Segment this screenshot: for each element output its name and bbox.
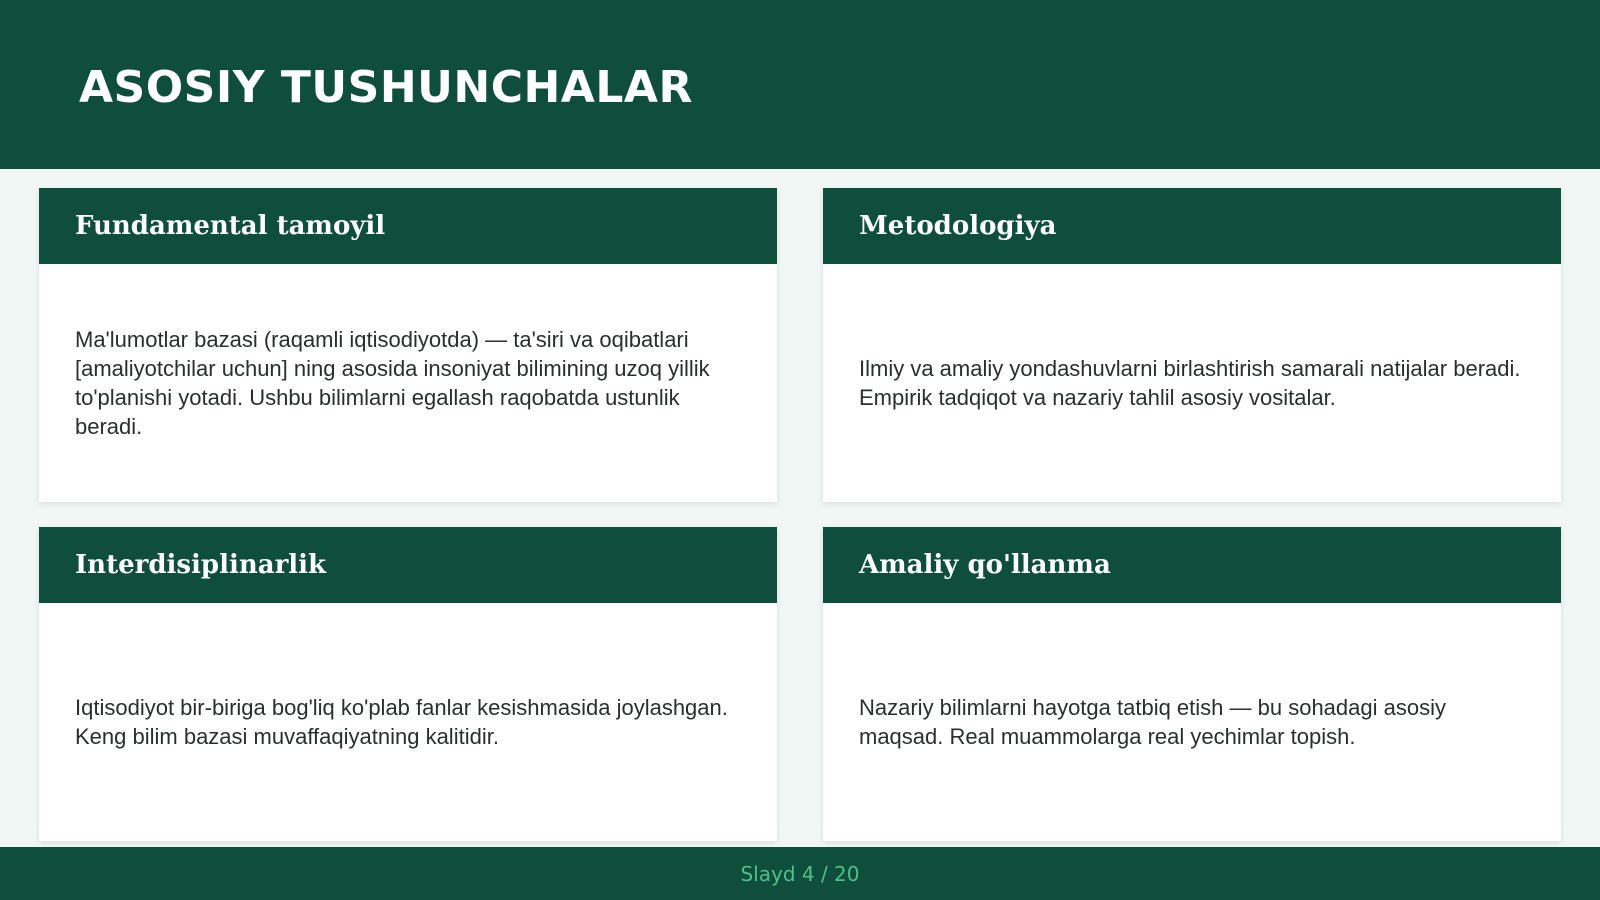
slide-footer — [0, 847, 1600, 900]
card-header — [39, 527, 777, 603]
page-title: ASOSIY TUSHUNCHALAR — [79, 62, 693, 113]
slide-counter: Slayd 4 / 20 — [740, 861, 860, 886]
card-header — [39, 188, 777, 264]
card-header — [823, 527, 1561, 603]
card-text: Iqtisodiyot bir-biriga bog'liq ko'plab fanlar kesishmasida joylashgan. Keng bilim bazasi muvaffaqiyatning kalitidir. — [75, 695, 728, 749]
card-body — [39, 603, 777, 841]
slide-header — [0, 0, 1600, 169]
card-text: Nazariy bilimlarni hayotga tatbiq etish — bu sohadagi asosiy maqsad. Real muammolarga real yechimlar topish. — [859, 695, 1446, 749]
card-text: Ma'lumotlar bazasi (raqamli iqtisodiyotda) — ta'siri va oqibatlari [amaliyotchilar uchun] ning asosida insoniyat bilimining uzoq yillik to'planishi yotadi. Ushbu bilimlarni egallash raqobatda ustunlik beradi. — [75, 327, 710, 439]
card-title: Interdisiplinarlik — [75, 550, 327, 580]
card-title: Amaliy qo'llanma — [859, 550, 1111, 580]
concept-card-interdisciplinary — [39, 527, 777, 841]
card-header — [823, 188, 1561, 264]
card-body — [823, 603, 1561, 841]
card-title: Metodologiya — [859, 211, 1057, 241]
concept-card-practical — [823, 527, 1561, 841]
card-body — [823, 264, 1561, 502]
concept-card-fundamental — [39, 188, 777, 502]
card-text: Ilmiy va amaliy yondashuvlarni birlashtirish samarali natijalar beradi. Empirik tadqiqot va nazariy tahlil asosiy vositalar. — [859, 356, 1521, 410]
card-body — [39, 264, 777, 502]
concept-card-methodology — [823, 188, 1561, 502]
card-title: Fundamental tamoyil — [75, 211, 386, 241]
